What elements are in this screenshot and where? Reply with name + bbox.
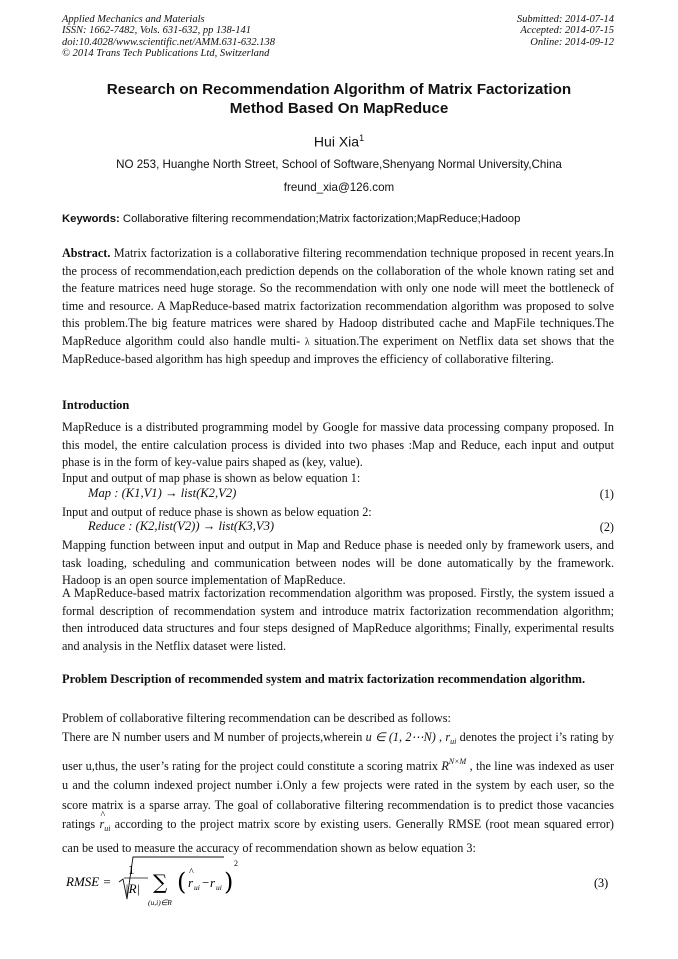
problem-line-1: Problem of collaborative filtering recommendation can be described as follows:	[62, 711, 451, 725]
problem-heading: Problem Description of recommended system and matrix factorization recommendation algorithm.	[62, 672, 586, 686]
abstract-text-b: situation.The experiment on Netflix data set shows that the MapReduce-based algorithm has high speedup and improves the efficiency of collaborative filtering.	[62, 333, 614, 366]
eq3-hat: ^	[189, 867, 194, 878]
publication-dates	[517, 14, 614, 48]
title-line-1: Research on Recommendation Algorithm of Matrix Factorization	[106, 81, 572, 98]
journal-issn: ISSN: 1662-7482, Vols. 631-632, pp 138-141	[62, 25, 251, 37]
problem-text-e: according to the project matrix score by existing users. Generally RMSE (root mean squared error) can be used to measure the accuracy of recommendation shown as below equation 3:	[62, 817, 614, 855]
title-line-2: Method Based On MapReduce	[229, 99, 449, 117]
journal-doi: doi:10.4028/www.scientific.net/AMM.631-632.138	[62, 36, 275, 48]
author	[62, 133, 616, 150]
keywords-label: Keywords:	[62, 213, 120, 225]
keywords-text: Collaborative filtering recommendation;Matrix factorization;MapReduce;Hadoop	[119, 213, 521, 225]
journal-info	[62, 14, 275, 60]
journal-copyright: © 2014 Trans Tech Publications Ltd, Switzerland	[62, 48, 270, 60]
journal-name: Applied Mechanics and Materials	[62, 14, 205, 25]
scoring-matrix-symbol: $R^{N\times M}$	[441, 756, 467, 773]
eq3-r-sub: ui	[216, 883, 222, 892]
eq3-denominator: |R|	[125, 881, 141, 896]
eq3-close-paren: )	[224, 868, 234, 896]
equation-3	[62, 856, 622, 908]
date-submitted: Submitted: 2014-07-14	[516, 14, 614, 25]
date-accepted: Accepted: 2014-07-15	[520, 25, 614, 37]
eq3-exponent: 2	[234, 859, 238, 868]
eq3-numerator: 1	[128, 862, 135, 877]
rating-symbol: $r_{ui}$	[445, 730, 457, 746]
author-email[interactable]: freund_xia@126.com	[283, 181, 395, 194]
date-online: Online: 2014-09-12	[530, 36, 614, 48]
abstract-text-a: Matrix factorization is a collaborative filtering recommendation technique proposed in recent years.In the process of recommendation,each prediction depends on the collaboration of the whole known rating set and the feature matrices need huge storage. So the recommendation with only one node will meet the bottleneck of time and resource. A MapReduce-based matrix factorization recommendation algorithm was proposed to solve this problem.The big feature matrices were shared by Hadoop distributed cache and MapFile techniques.The MapReduce algorithm could also handle multi-	[62, 246, 614, 348]
equation-1-number: (1)	[599, 487, 614, 501]
paper-title	[62, 81, 616, 118]
eq3-minus: −	[202, 875, 210, 890]
eq1-intro: Input and output of map phase is shown as below equation 1:	[62, 471, 361, 485]
equation-1: Map : (K1,V1) → list(K2,V2)	[88, 486, 237, 500]
eq3-r: r	[210, 875, 216, 890]
eq2-intro: Input and output of reduce phase is shown as below equation 2:	[62, 505, 372, 519]
predicted-rating-symbol: ^ $r_{ui}$	[99, 810, 111, 834]
problem-text-b: ,	[435, 730, 446, 744]
eq3-number: (3)	[594, 876, 609, 890]
problem-text-d: , the line was indexed as user u and the column indexed project number i.Only a few projects were rated in the system by each user, so the score matrix is a sparse array. The goal of collaborative filtering recommendation is to predict those vacancies ratings	[62, 758, 615, 832]
abstract	[62, 245, 614, 369]
eq3-r-hat-sub: ui	[194, 883, 200, 892]
equation-2: Reduce : (K2,list(V2)) → list(K3,V3)	[88, 519, 275, 533]
problem-paragraph	[62, 728, 614, 859]
eq3-open-paren: (	[177, 868, 187, 896]
abstract-lambda: λ	[304, 336, 310, 348]
abstract-label: Abstract.	[62, 246, 111, 260]
intro-heading: Introduction	[62, 398, 130, 412]
affiliation: NO 253, Huanghe North Street, School of Software,Shenyang Normal University,China	[116, 158, 562, 171]
author-affiliation-mark: 1	[359, 133, 365, 143]
eq3-lhs: RMSE =	[66, 874, 112, 889]
eq3-r-hat: r	[188, 875, 194, 890]
keywords	[62, 213, 616, 225]
user-index-set: u ∈ (1, 2⋯N)	[365, 730, 436, 744]
author-name: Hui Xia	[313, 133, 360, 150]
intro-paragraph-1: MapReduce is a distributed programming model by Google for massive data processing company proposed. In this model, the entire calculation process is divided into two phases :Map and Reduce, each input and output phase is in the form of key-value pairs shaped as (key, value).	[62, 420, 614, 469]
intro-paragraph-2: Mapping function between input and output in Map and Reduce phase is needed only by framework users, and task loading, scheduling and communication between nodes will be done automatically by the framework. Hadoop is an open source implementation of MapReduce.	[62, 538, 614, 587]
eq3-sum-index: (u,i)∈R	[148, 898, 172, 907]
eq3-sum-sign: ∑	[153, 870, 168, 894]
equation-2-number: (2)	[599, 520, 614, 534]
intro-paragraph-3: A MapReduce-based matrix factorization recommendation algorithm was proposed. Firstly, the system issued a formal description of recommendation system and introduce matrix factorization recommendation algorithm; then introduced data structures and four steps designed of MapReduce algorithms; Finally, experimental results and analysis in the Netflix dataset were listed.	[62, 586, 614, 653]
problem-text-c: denotes the project i’s rating by user u,thus, the user’s rating for the project could constitute a scoring matrix	[62, 730, 614, 773]
problem-text-a: There are N number users and M number of projects,wherein	[62, 730, 366, 744]
